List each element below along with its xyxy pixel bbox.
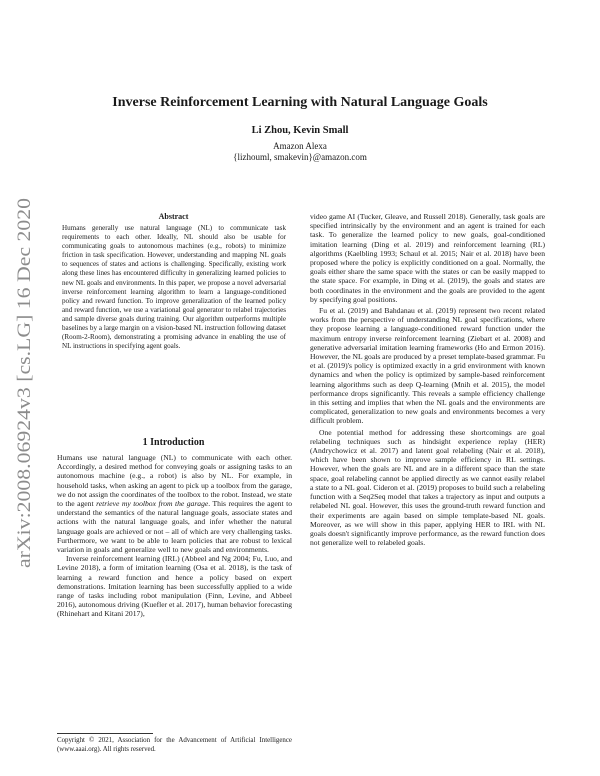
- paper-authors: Li Zhou, Kevin Small: [251, 125, 349, 136]
- copyright-notice: Copyright © 2021, Association for the Advancement of Artificial Intelligence (www.aaai.org). All rights reserved.: [57, 737, 292, 753]
- right-paragraph-2: Fu et al. (2019) and Bahdanau et al. (2019) represent two recent related works from the perspective of understanding NL goal specifications, where they propose learning a language-conditioned reward function under the maximum entropy inverse reinforcement learning (Ziebart et al. 2008) and generative adversarial imitation learning frameworks (Ho and Ermon 2016). However, the NL goals are produced by a preset template-based grammar. Fu et al. (2019)'s policy is optimized exactly in a grid environment with known dynamics and when the policy is optimized by sample-based reinforcement learning algorithms such as deep Q-learning (Mnih et al. 2015), the model performance drops significantly. This reveals a sample efficiency challenge in this setting and implies that when the NL goals and the environments are complicated, generalization to new goals and environments becomes a very difficult problem.: [310, 306, 545, 426]
- arxiv-stamp: [4, 196, 44, 570]
- introduction-body: [57, 453, 292, 619]
- author-affiliation: Amazon Alexa: [273, 141, 327, 151]
- intro-paragraph-2: Inverse reinforcement learning (IRL) (Abbeel and Ng 2004; Fu, Luo, and Levine 2018), a form of imitation learning (Osa et al. 2018), is the task of learning a reward function and hence a policy based on expert demonstrations. Imitation learning has been successfully applied to a wide range of tasks including robot manipulation (Finn, Levine, and Abbeel 2016), autonomous driving (Kuefler et al. 2017), human behavior forecasting (Rhinehart and Kitani 2017),: [57, 554, 292, 619]
- arxiv-stamp-text: arXiv:2008.06924v3 [cs.LG] 16 Dec 2020: [14, 245, 35, 568]
- abstract-body: Humans generally use natural language (NL) to communicate task requirements to each other. Ideally, NL should also be usable for communicating goals to autonomous machines (e.g., robots) to minimize friction in task specification. However, understanding and mapping NL goals to sequences of states and actions is challenging. Specifically, existing work along these lines has encountered difficulty in generalizing learned policies to new NL goals and environments. In this paper, we propose a novel adversarial inverse reinforcement learning algorithm to learn a language-conditioned policy and reward function. To improve generalization of the learned policy and reward function, we use a variational goal generator to relabel trajectories and sample diverse goals during training. Our algorithm outperforms multiple baselines by a large margin on a vision-based NL instruction following dataset (Room-2-Room), demonstrating a promising advance in enabling the use of NL instructions in specifying agent goals.: [62, 224, 286, 351]
- right-paragraph-1: video game AI (Tucker, Gleave, and Russell 2018). Generally, task goals are specified intrinsically by the environment and an agent is trained for each task. To generalize the learned policy to new goals, goal-conditioned imitation learning (Ding et al. 2019) and reinforcement learning (RL) algorithms (Kaelbling 1993; Schaul et al. 2015; Nair et al. 2018) have been proposed where the policy is explicitly conditioned on a goal. Normally, the goals either share the same space with the states or can be easily mapped to the state space. For example, in Ding et al. (2019), the goals and states are both coordinates in the environment and the goals are provided to the agent by specifying goal positions.: [310, 212, 545, 304]
- intro-p1-text-a: Humans use natural language (NL) to communicate with each other. Accordingly, a desired method for conveying goals or assigning tasks to an autonomous machine (e.g., a robot) is also by NL. For example, in household tasks, when asking an agent to pick up a toolbox from the garage, we do not assign the coordinates of the toolbox to the robot. Instead, we state to the agent: [57, 453, 292, 509]
- introduction-heading: 1 Introduction: [142, 437, 205, 448]
- footnote-rule: [57, 733, 153, 734]
- intro-paragraph-1: [57, 453, 292, 554]
- intro-p1-emphasis: retrieve my toolbox from the garage: [96, 499, 209, 509]
- right-column: [310, 212, 545, 547]
- paper-title: Inverse Reinforcement Learning with Natural Language Goals: [112, 95, 488, 110]
- abstract-heading: Abstract: [158, 212, 189, 221]
- author-emails: {lizhouml, smakevin}@amazon.com: [233, 152, 367, 162]
- intro-p1-text-b: . This requires the agent to understand the semantics of the natural language goals, associate states and actions with the natural language goals, and infer whether the natural language goals are achieved or not – all of which are very challenging tasks. Furthermore, we want to be able to learn policies that are robust to lexical variation in goals and generalize well to new goals and environments.: [57, 499, 292, 555]
- right-paragraph-3: One potential method for addressing these shortcomings are goal relabeling techniques such as hindsight experience replay (HER) (Andrychowicz et al. 2017) and latent goal relabeling (Nair et al. 2018), which have been shown to improve sample efficiency in RL settings. However, when the goals are NL and are in a different space than the state space, goal relabeling cannot be applied directly as we cannot easily relabel a state to a NL goal. Cideron et al. (2019) proposes to build such a relabeling function with a Seq2Seq model that takes a trajectory as input and outputs a relabeled NL goal. However, this uses the ground-truth reward function and their experiments are again based on simple template-based NL goals. Moreover, as we will show in this paper, applying HER to IRL with NL goals doesn't significantly improve performance, as the reward function does not generalize well to relabeled goals.: [310, 427, 545, 548]
